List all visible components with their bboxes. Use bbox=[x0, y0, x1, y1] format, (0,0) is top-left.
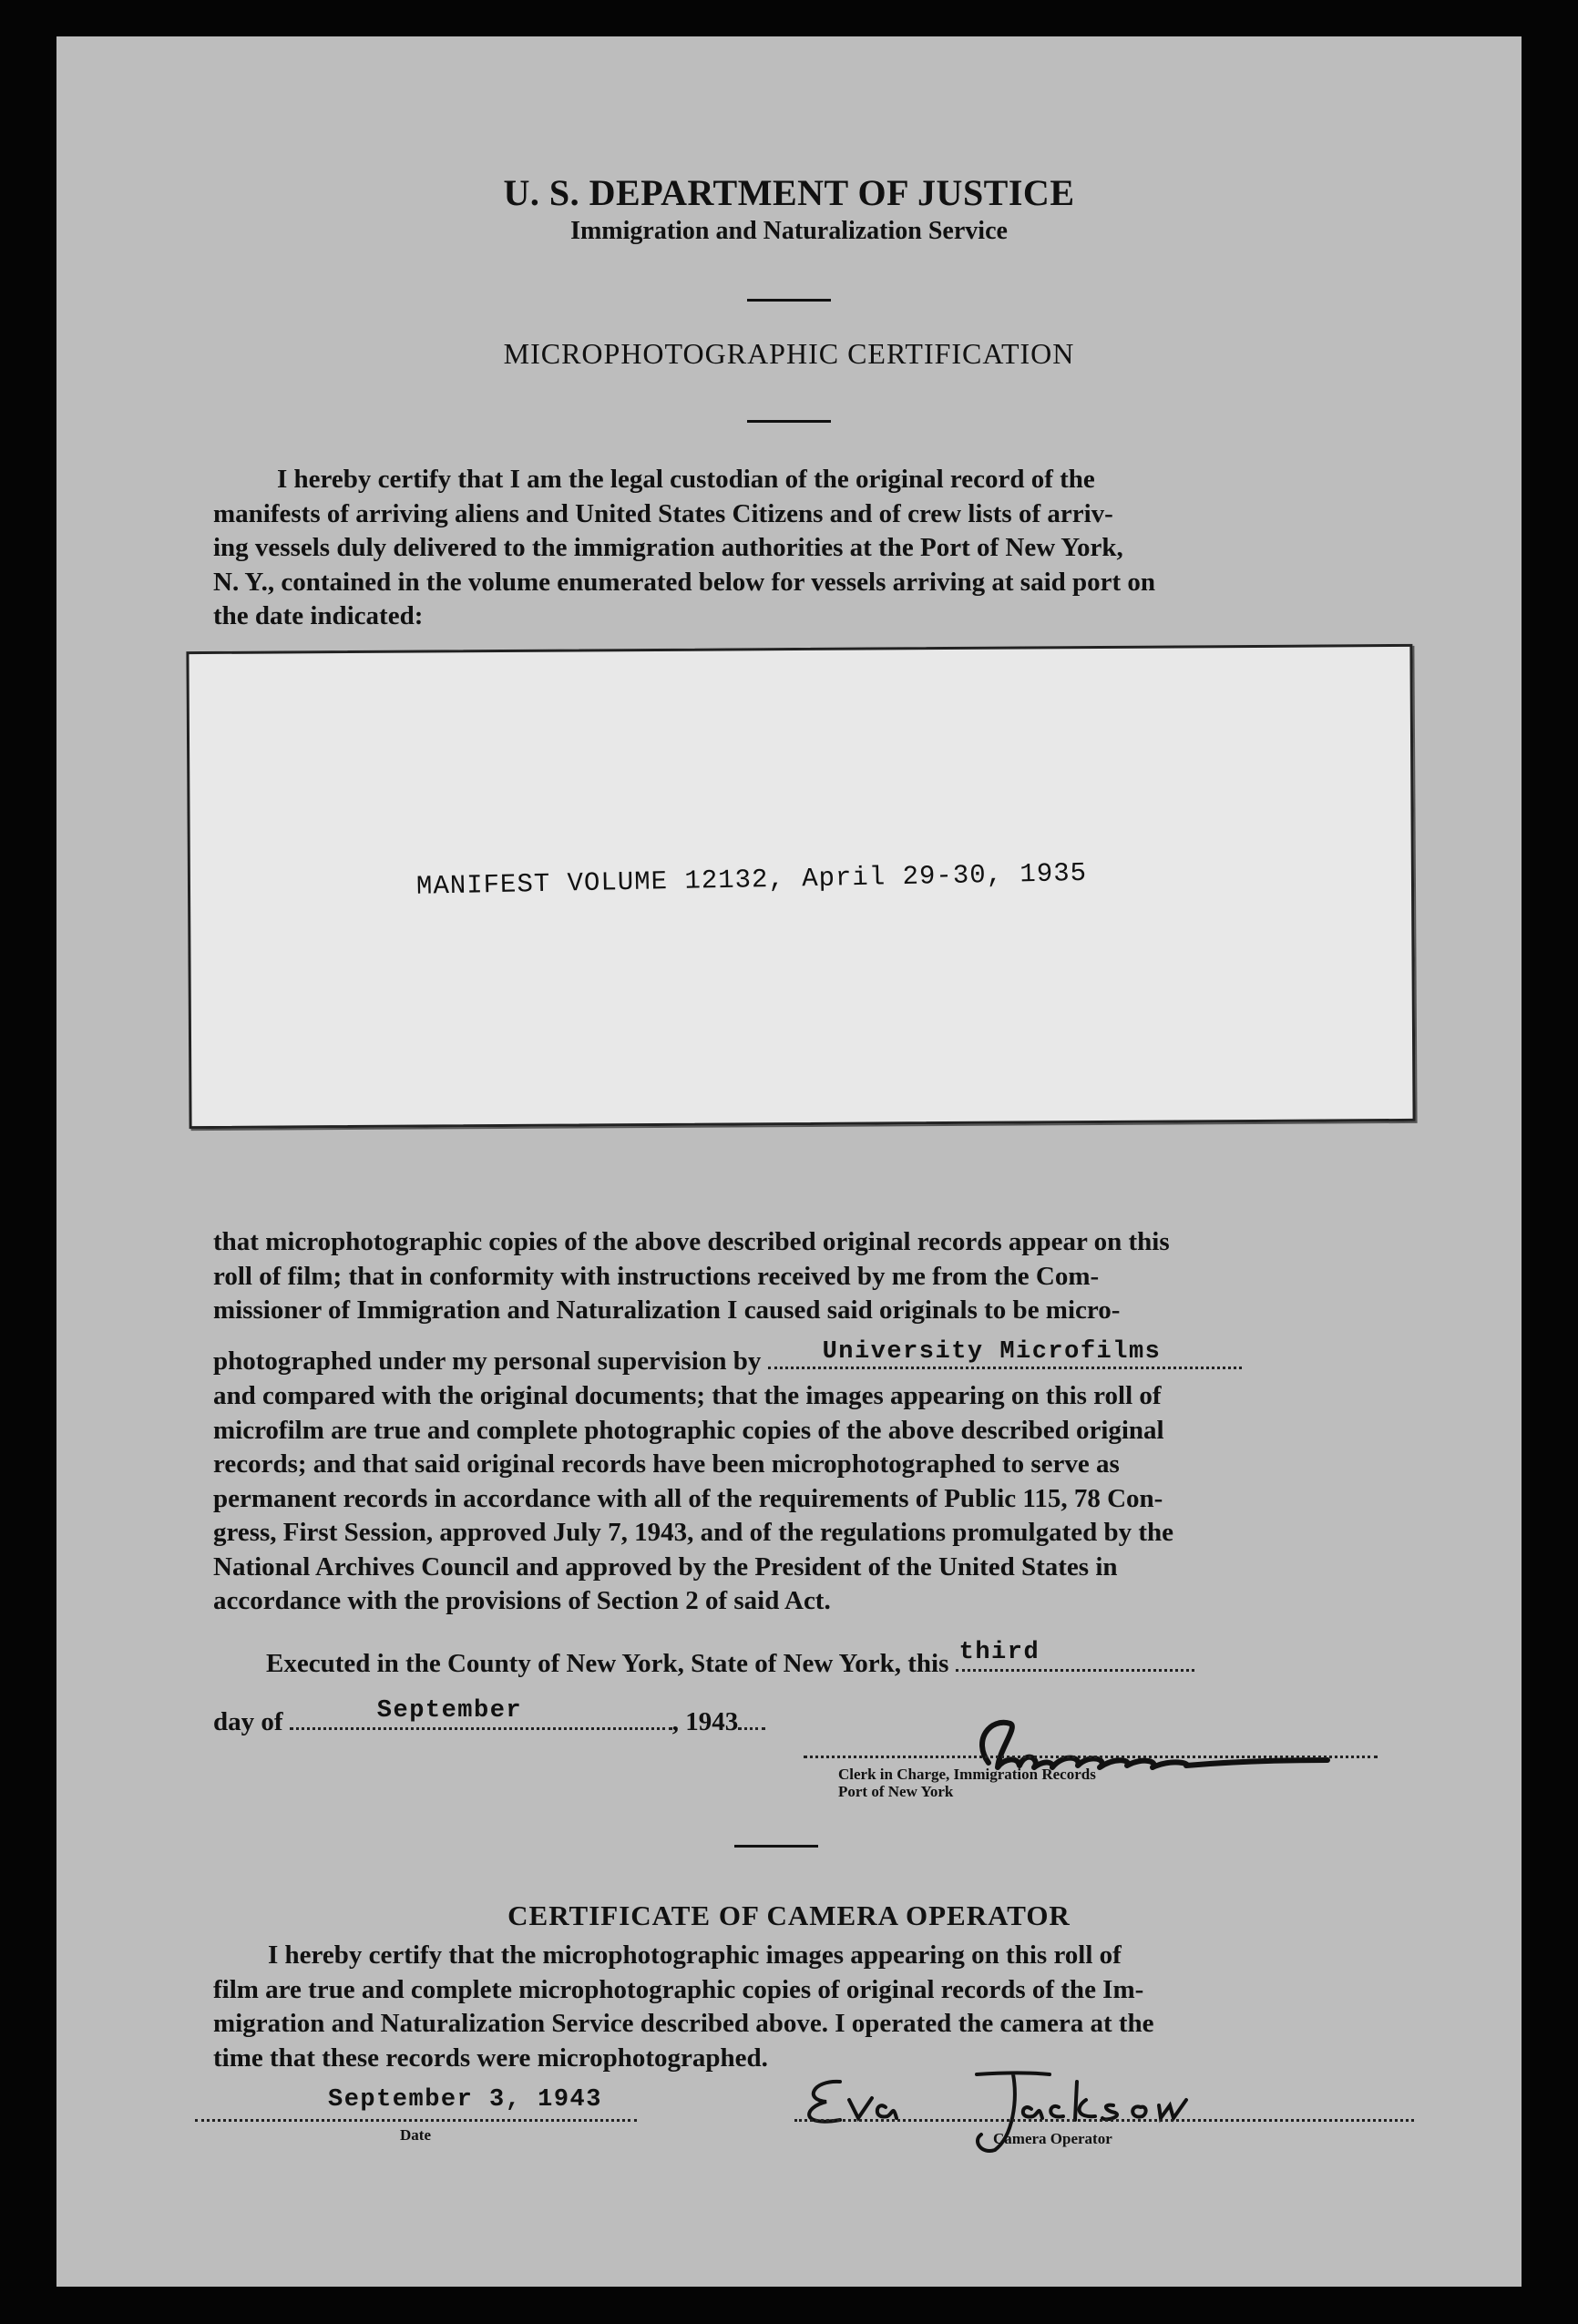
day-of-line bbox=[213, 1697, 942, 1740]
divider-rule bbox=[734, 1845, 818, 1848]
clerk-title-line-2: Port of New York bbox=[838, 1783, 954, 1800]
date-label: Date bbox=[400, 2126, 431, 2144]
photographed-by-line bbox=[213, 1338, 1434, 1379]
body-line: and compared with the original documents; that the images appearing on this roll of bbox=[213, 1381, 1162, 1410]
camera-line: time that these records were microphotographed. bbox=[213, 2042, 768, 2073]
camera-line: I hereby certify that the microphotographic images appearing on this roll of bbox=[268, 1940, 1122, 1970]
clerk-signature-line bbox=[804, 1754, 1378, 1758]
body-line: gress, First Session, approved July 7, 1943, and of the regulations promulgated by the bbox=[213, 1518, 1174, 1547]
certificate-page bbox=[56, 36, 1522, 2287]
intro-line: manifests of arriving aliens and United States Citizens and of crew lists of arriv- bbox=[213, 498, 1113, 528]
camera-line: migration and Naturalization Service described above. I operated the camera at the bbox=[213, 2009, 1154, 2038]
body-line: accordance with the provisions of Section 2 of said Act. bbox=[213, 1586, 831, 1615]
intro-line: N. Y., contained in the volume enumerated below for vessels arriving at said port on bbox=[213, 567, 1156, 597]
service-subheading: Immigration and Naturalization Service bbox=[570, 217, 1008, 245]
form-title: MICROPHOTOGRAPHIC CERTIFICATION bbox=[503, 337, 1075, 370]
manifest-volume-label: MANIFEST VOLUME 12132, April 29-30, 1935 bbox=[415, 857, 1088, 902]
intro-line: the date indicated: bbox=[213, 601, 424, 630]
body-line: microfilm are true and complete photographic copies of the above described original bbox=[213, 1415, 1164, 1445]
clerk-title-line-1: Clerk in Charge, Immigration Records bbox=[838, 1766, 1096, 1783]
department-heading: U. S. DEPARTMENT OF JUSTICE bbox=[503, 172, 1075, 213]
executed-line bbox=[266, 1639, 1450, 1682]
camera-paragraph bbox=[213, 1939, 1434, 2075]
operator-signature-line bbox=[794, 2117, 1414, 2122]
body-line: missioner of Immigration and Naturalization I caused said originals to be micro- bbox=[213, 1295, 1121, 1325]
executed-prefix: Executed in the County of New York, State of New York, this bbox=[266, 1649, 949, 1678]
body-line: that microphotographic copies of the above described original records appear on this bbox=[213, 1227, 1170, 1256]
month-field bbox=[290, 1697, 672, 1730]
body-line: National Archives Council and approved by the President of the United States in bbox=[213, 1551, 1118, 1582]
year-dots bbox=[738, 1702, 765, 1730]
day-field bbox=[956, 1639, 1194, 1672]
intro-line: ing vessels duly delivered to the immigration authorities at the Port of New York, bbox=[213, 533, 1123, 562]
volume-insert-card bbox=[186, 644, 1415, 1129]
body-line: permanent records in accordance with all of the requirements of Public 115, 78 Con- bbox=[213, 1483, 1163, 1513]
operator-signature-image bbox=[785, 2063, 1223, 2164]
body-paragraph-b bbox=[213, 1379, 1434, 1619]
camera-line: film are true and complete microphotographic copies of original records of the Im- bbox=[213, 1974, 1144, 2004]
body-line: records; and that said original records have been microphotographed to serve as bbox=[213, 1449, 1120, 1479]
day-of-label: day of bbox=[213, 1707, 283, 1736]
intro-line: I hereby certify that I am the legal custodian of the original record of the bbox=[277, 465, 1095, 494]
month-value: September bbox=[376, 1697, 523, 1725]
body-line: roll of film; that in conformity with instructions received by me from the Com- bbox=[213, 1261, 1100, 1291]
day-value: third bbox=[958, 1639, 1040, 1666]
date-line bbox=[195, 2117, 637, 2122]
body-paragraph-a bbox=[213, 1225, 1434, 1328]
intro-paragraph bbox=[213, 463, 1434, 634]
divider-rule bbox=[747, 420, 831, 423]
camera-section-title: CERTIFICATE OF CAMERA OPERATOR bbox=[507, 1899, 1071, 1931]
year-text: , 1943 bbox=[671, 1707, 739, 1736]
photographed-prefix: photographed under my personal supervision by bbox=[213, 1346, 762, 1376]
camera-operator-label: Camera Operator bbox=[993, 2130, 1112, 2147]
photographer-field bbox=[768, 1338, 1242, 1369]
divider-rule bbox=[747, 299, 831, 302]
photographer-value: University Microfilms bbox=[822, 1338, 1162, 1366]
date-value: September 3, 1943 bbox=[328, 2086, 602, 2114]
